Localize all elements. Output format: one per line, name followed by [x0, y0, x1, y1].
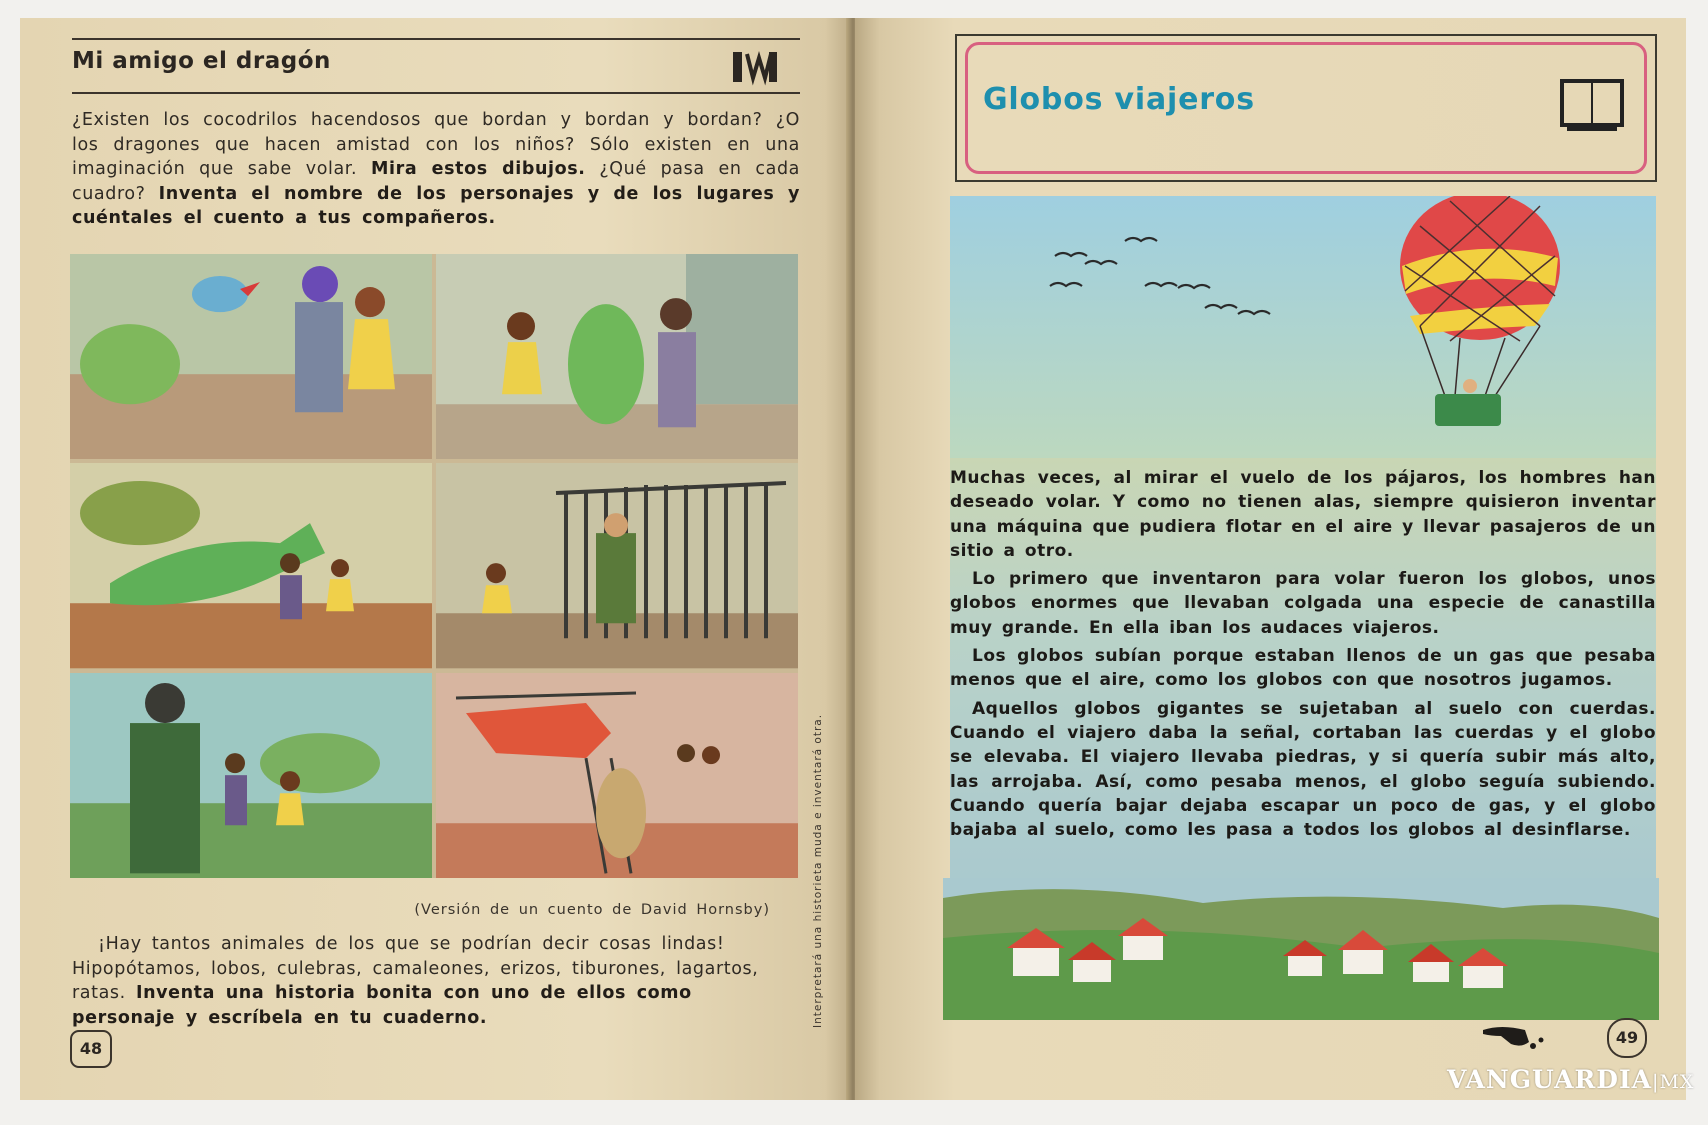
closing-plain: ¡Hay tantos animales de los que se podrían decir cosas lindas! Hipopótamos, lobos, culebras, camaleones, erizos, tiburones, lagartos, ratas.: [72, 934, 759, 1003]
comic-panel-5: [70, 673, 432, 878]
intro-plain-2: ¿Qué pasa en cada cuadro?: [72, 159, 800, 204]
pointing-hand-icon: [1481, 1020, 1549, 1054]
comic-panel-2: [436, 254, 798, 459]
watermark-name: VANGUARDIA: [1447, 1065, 1653, 1094]
margin-note: [810, 713, 830, 1028]
comic-panel-1: [70, 254, 432, 459]
open-book-icon: [1559, 78, 1625, 134]
watermark-suffix-text: MX: [1659, 1071, 1695, 1093]
comic-strip: [70, 254, 798, 878]
intro-text: [72, 108, 800, 231]
comic-panel-4: [436, 463, 798, 668]
margin-note-text: Interpretará una historieta muda e inventará otra.: [812, 713, 824, 1028]
right-page: [855, 18, 1686, 1100]
page-title: Mi amigo el dragón: [72, 48, 331, 74]
village-hills-illustration: [943, 878, 1659, 1020]
paragraph-2: Lo primero que inventaron para volar fueron los globos, unos globos enormes que llevaban colgada una especie de canastilla muy grande. En ella iban los audaces viajeros.: [950, 569, 1656, 638]
zookeeper-and-children-illustration: [70, 673, 432, 878]
publisher-watermark: [1447, 1065, 1694, 1094]
zoo-cage-illustration: [436, 463, 798, 668]
comic-panel-3: [70, 463, 432, 668]
page-number-left: 48: [70, 1030, 112, 1068]
book-spread: [20, 18, 1686, 1100]
intro-bold-1: Mira estos dibujos.: [371, 159, 586, 179]
comic-panel-6: [436, 673, 798, 878]
closing-bold: Inventa una historia bonita con uno de ellos como personaje y escríbela en tu cuaderno.: [72, 983, 692, 1028]
article-body: [950, 466, 1656, 846]
title-top-rule: [72, 38, 800, 40]
children-with-dragon-illustration: [436, 254, 798, 459]
paragraph-3: Los globos subían porque estaban llenos de un gas que pesaba menos que el aire, como los globos con que nosotros jugamos.: [950, 646, 1656, 691]
activity-bracket-icon: [733, 48, 777, 86]
paragraph-1: Muchas veces, al mirar el vuelo de los pájaros, los hombres han deseado volar. Y como no tienen alas, siempre quisieron inventar una máquina que pudiera flotar en el aire y llevar pasajeros de un sitio a otro.: [950, 468, 1656, 561]
helicopter-rescue-illustration: [436, 673, 798, 878]
balloon-sky-illustration: [950, 196, 1656, 458]
intro-bold-2: Inventa el nombre de los personajes y de los lugares y cuéntales el cuento a tus compañeros.: [72, 183, 800, 228]
title-bottom-rule: [72, 92, 800, 94]
dragon-runs-illustration: [70, 463, 432, 668]
page-title: Globos viajeros: [983, 82, 1255, 117]
left-page: [20, 18, 850, 1100]
watermark-suffix: |MX: [1652, 1071, 1695, 1093]
story-credit: (Versión de un cuento de David Hornsby): [414, 902, 770, 918]
page-number-right: 49: [1607, 1018, 1647, 1058]
intro-plain: ¿Existen los cocodrilos hacendosos que bordan y bordan y bordan? ¿O los dragones que hacen amistad con los niños? Sólo existen en una imaginación que sabe volar.: [72, 110, 800, 179]
closing-text: [72, 932, 770, 1030]
paragraph-4: Aquellos globos gigantes se sujetaban al suelo con cuerdas. Cuando el viajero daba la señal, cortaban las cuerdas y el globo se elevaba. El viajero llevaba piedras, y si quería subir más alto, las arrojaba. Así, como pesaba menos, el globo seguía subiendo. Cuando quería bajar dejaba escapar un poco de gas, y el globo bajaba al suelo, como les pasa a todos los globos al desinflarse.: [950, 698, 1656, 841]
dragon-greets-children-illustration: [70, 254, 432, 459]
